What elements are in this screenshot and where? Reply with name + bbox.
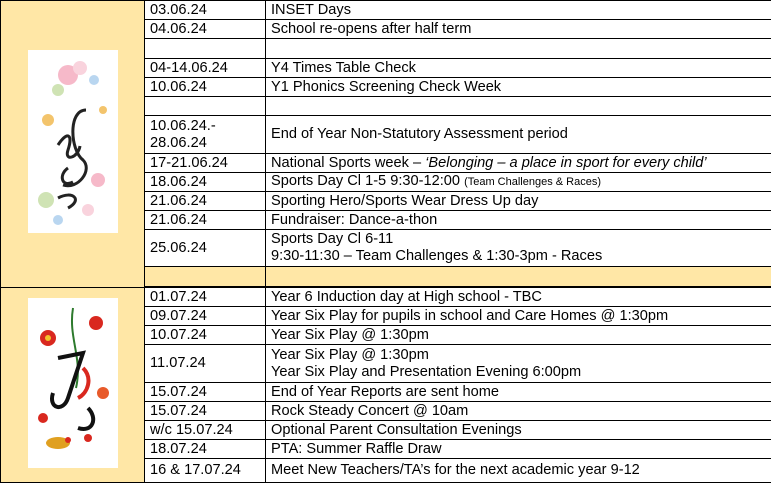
date-cell bbox=[145, 97, 266, 116]
event-line: Year Six Play @ 1:30pm bbox=[271, 346, 429, 363]
event-cell: Year Six Play @ 1:30pm bbox=[266, 326, 771, 345]
event-cell: Fundraiser: Dance-a-thon bbox=[266, 211, 771, 230]
july-image-cell bbox=[1, 288, 145, 483]
event-line: Sports Day Cl 6-11 bbox=[271, 231, 394, 247]
event-text: National Sports week – bbox=[271, 154, 426, 171]
event-text: Sports Day Cl 1-5 9:30-12:00 bbox=[271, 173, 465, 189]
table-row bbox=[1, 1, 771, 20]
july-decorative-image bbox=[28, 298, 118, 468]
date-cell: 01.07.24 bbox=[145, 288, 266, 307]
event-note: (Team Challenges & Races) bbox=[464, 176, 602, 188]
event-cell: Y4 Times Table Check bbox=[266, 59, 771, 78]
event-line: 9:30-11:30 – Team Challenges & 1:30-3pm - Races bbox=[271, 248, 603, 264]
event-cell: INSET Days bbox=[266, 1, 771, 20]
event-cell: Optional Parent Consultation Evenings bbox=[266, 421, 771, 440]
event-cell: End of Year Reports are sent home bbox=[266, 383, 771, 402]
event-cell: End of Year Non-Statutory Assessment period bbox=[266, 116, 771, 154]
date-cell: 21.06.24 bbox=[145, 192, 266, 211]
event-cell: Meet New Teachers/TA’s for the next academic year 9-12 bbox=[266, 459, 771, 483]
event-cell bbox=[266, 154, 771, 173]
event-cell: Year 6 Induction day at High school - TBC bbox=[266, 288, 771, 307]
event-cell: Rock Steady Concert @ 10am bbox=[266, 402, 771, 421]
date-cell: 11.07.24 bbox=[145, 345, 266, 383]
table-row bbox=[1, 288, 771, 307]
date-cell: w/c 15.07.24 bbox=[145, 421, 266, 440]
date-cell: 21.06.24 bbox=[145, 211, 266, 230]
separator-cell bbox=[145, 267, 266, 287]
separator-cell bbox=[266, 267, 771, 287]
june-image-cell bbox=[1, 1, 145, 288]
event-line: Year Six Play and Presentation Evening 6:00pm bbox=[271, 363, 582, 380]
date-cell: 04.06.24 bbox=[145, 20, 266, 39]
date-cell: 17-21.06.24 bbox=[145, 154, 266, 173]
event-cell bbox=[266, 345, 771, 383]
event-cell bbox=[266, 97, 771, 116]
date-cell: 25.06.24 bbox=[145, 230, 266, 267]
date-cell: 09.07.24 bbox=[145, 307, 266, 326]
date-line: 28.06.24 bbox=[150, 134, 207, 151]
event-cell: Sporting Hero/Sports Wear Dress Up day bbox=[266, 192, 771, 211]
event-italic-text: ‘Belonging – a place in sport for every child’ bbox=[425, 154, 707, 171]
date-line: 10.06.24.- bbox=[150, 117, 216, 134]
date-cell: 03.06.24 bbox=[145, 1, 266, 20]
date-cell: 10.06.24 bbox=[145, 78, 266, 97]
date-cell: 16 & 17.07.24 bbox=[145, 459, 266, 483]
date-cell: 10.07.24 bbox=[145, 326, 266, 345]
date-cell: 15.07.24 bbox=[145, 383, 266, 402]
event-cell: Year Six Play for pupils in school and Care Homes @ 1:30pm bbox=[266, 307, 771, 326]
event-cell: Y1 Phonics Screening Check Week bbox=[266, 78, 771, 97]
event-cell bbox=[266, 173, 771, 192]
date-cell bbox=[145, 116, 266, 154]
date-cell: 04-14.06.24 bbox=[145, 59, 266, 78]
june-decorative-image bbox=[28, 50, 118, 233]
event-cell bbox=[266, 230, 771, 267]
date-cell bbox=[145, 39, 266, 59]
event-cell bbox=[266, 39, 771, 59]
date-cell: 15.07.24 bbox=[145, 402, 266, 421]
event-cell: School re-opens after half term bbox=[266, 20, 771, 39]
date-cell: 18.06.24 bbox=[145, 173, 266, 192]
event-cell: PTA: Summer Raffle Draw bbox=[266, 440, 771, 459]
date-cell: 18.07.24 bbox=[145, 440, 266, 459]
